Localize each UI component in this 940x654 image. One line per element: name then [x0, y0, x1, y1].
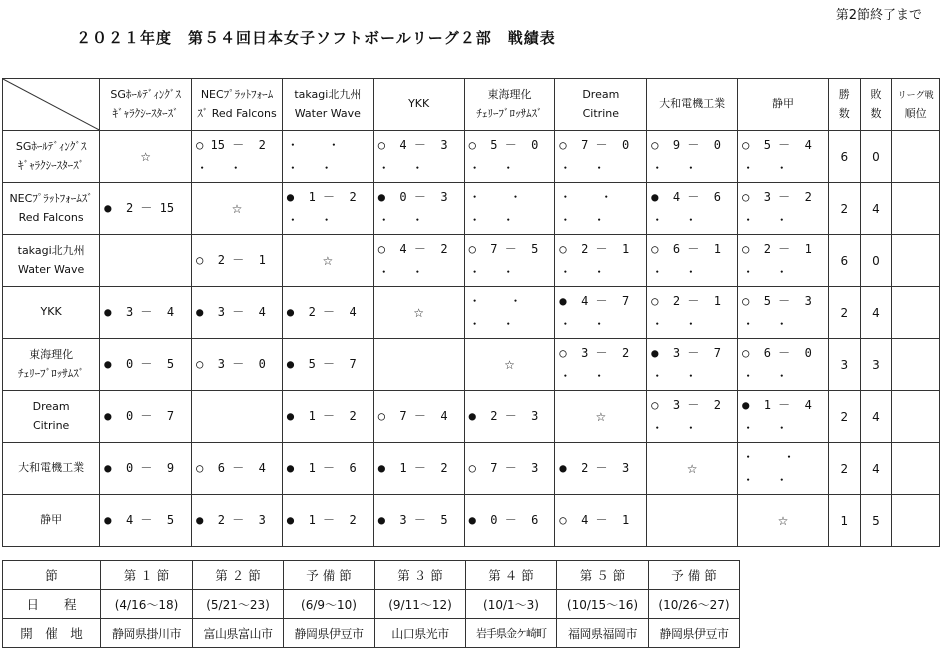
result-score: ○ 7 － 5 — [468, 241, 539, 256]
team-name-line: 大和電機工業 — [18, 461, 85, 475]
losses-count: 3 — [860, 339, 892, 391]
table-row — [3, 339, 940, 391]
result-pending: ・ ・ — [651, 264, 697, 279]
header-row — [3, 79, 940, 131]
team-column-header — [738, 79, 829, 131]
result-score: ○ 2 － 1 — [742, 241, 812, 256]
match-result — [647, 495, 738, 547]
team-header-line: 静甲 — [771, 97, 794, 111]
result-pending: ・ ・ — [742, 472, 788, 487]
league-rank — [892, 495, 940, 547]
match-result — [738, 391, 829, 443]
match-result — [192, 391, 283, 443]
rank-header-line: 順位 — [904, 106, 927, 120]
self-match-star: ☆ — [192, 183, 283, 235]
result-pending: ・ ・ — [468, 160, 515, 175]
result-score: ○ 6 － 4 — [196, 461, 266, 476]
losses-count: 4 — [860, 183, 892, 235]
result-score: ● 0 － 3 — [377, 189, 448, 204]
progress-note: 第2節終了まで — [835, 8, 922, 23]
result-score: ○ 6 － 0 — [742, 345, 812, 360]
match-result — [464, 131, 555, 183]
table-row — [3, 235, 940, 287]
section-date: (4/16～18) — [101, 590, 193, 619]
match-result — [555, 443, 647, 495]
result-score: ○ 7 － 3 — [468, 461, 539, 476]
team-column-header — [555, 79, 647, 131]
wins-count: 2 — [828, 443, 860, 495]
result-score: ○ 6 － 1 — [651, 241, 722, 256]
match-result — [555, 183, 647, 235]
result-pending: ・ ・ — [286, 160, 333, 175]
league-rank — [892, 287, 940, 339]
section-date: (6/9～10) — [284, 590, 375, 619]
row-team-name — [3, 495, 100, 547]
section-venue: 静岡県掛川市 — [101, 619, 193, 648]
match-result — [555, 235, 647, 287]
team-header-line: YKK — [408, 97, 430, 111]
schedule-sections-row — [3, 561, 740, 590]
result-pending: ・ ・ — [196, 160, 242, 175]
self-match-star: ☆ — [100, 131, 192, 183]
match-result — [373, 235, 464, 287]
team-name-line: YKK — [40, 305, 62, 319]
result-score: ● 1 － 4 — [742, 397, 812, 412]
wins-count: 2 — [828, 391, 860, 443]
wins-count: 3 — [828, 339, 860, 391]
match-result — [738, 287, 829, 339]
result-pending: ・ ・ — [559, 316, 606, 331]
match-result — [555, 131, 647, 183]
row-team-name — [3, 287, 100, 339]
match-result — [192, 339, 283, 391]
result-score: ○ 7 － 4 — [377, 409, 448, 424]
team-header-line: takagi北九州 — [294, 87, 362, 101]
section-venue: 静岡県伊豆市 — [649, 619, 740, 648]
match-result — [738, 131, 829, 183]
result-score: ○ 4 － 3 — [377, 137, 448, 152]
result-score: ○ 3 － 0 — [196, 357, 266, 372]
result-score: ● 2 － 15 — [104, 201, 175, 216]
row-team-name — [3, 183, 100, 235]
match-result — [373, 495, 464, 547]
result-score: ・ ・ — [286, 137, 340, 152]
table-row — [3, 131, 940, 183]
result-pending: ・ ・ — [468, 264, 515, 279]
match-result — [555, 495, 647, 547]
team-column-header — [647, 79, 738, 131]
match-result — [738, 443, 829, 495]
row-team-name — [3, 339, 100, 391]
result-score: ・ ・ — [742, 449, 795, 464]
schedule-dates-row — [3, 590, 740, 619]
wins-count: 6 — [828, 235, 860, 287]
self-match-star: ☆ — [464, 339, 555, 391]
losses-count: 0 — [860, 131, 892, 183]
match-result — [100, 495, 192, 547]
match-result — [738, 235, 829, 287]
match-result — [100, 183, 192, 235]
schedule-venues-row — [3, 619, 740, 648]
result-score: ・ ・ — [468, 293, 522, 308]
result-pending: ・ ・ — [742, 264, 788, 279]
team-header-line: NECﾌﾟﾗｯﾄﾌｫｰﾑ — [200, 87, 274, 101]
section-date: (10/1～3) — [466, 590, 557, 619]
match-result — [282, 183, 373, 235]
result-score: ・ ・ — [559, 189, 613, 204]
rank-header — [892, 79, 940, 131]
match-result — [555, 287, 647, 339]
match-result — [738, 183, 829, 235]
result-score: ● 5 － 7 — [286, 357, 357, 372]
match-result — [647, 391, 738, 443]
league-rank — [892, 131, 940, 183]
section-venue: 山口県光市 — [375, 619, 466, 648]
result-score: ● 1 － 2 — [286, 189, 357, 204]
match-result — [647, 339, 738, 391]
team-name-line: Red Falcons — [18, 210, 84, 224]
result-pending: ・ ・ — [286, 212, 333, 227]
losses-count: 4 — [860, 443, 892, 495]
team-name-line: Citrine — [32, 418, 70, 432]
team-header-line: ﾁｪﾘｰﾌﾞﾛｯｻﾑｽﾞ — [476, 106, 543, 120]
match-result — [738, 339, 829, 391]
team-name-line: 東海理化 — [29, 347, 74, 361]
result-score: ● 0 － 9 — [104, 461, 175, 476]
section-date: (5/21～23) — [193, 590, 284, 619]
losses-count: 4 — [860, 391, 892, 443]
team-name-line: takagi北九州 — [17, 243, 85, 257]
result-score: ● 3 － 5 — [377, 513, 448, 528]
result-score: ● 4 － 5 — [104, 513, 175, 528]
result-score: ● 2 － 3 — [468, 409, 539, 424]
result-score: ● 2 － 3 — [559, 461, 630, 476]
team-column-header — [282, 79, 373, 131]
result-score: ○ 9 － 0 — [651, 137, 722, 152]
match-result — [100, 339, 192, 391]
schedule-table — [2, 560, 740, 648]
losses-header-line: 数 — [870, 106, 882, 120]
row-team-name — [3, 391, 100, 443]
result-pending: ・ ・ — [742, 212, 788, 227]
match-result — [192, 235, 283, 287]
row-team-name — [3, 443, 100, 495]
match-result — [192, 131, 283, 183]
venue-label: 開 催 地 — [3, 619, 101, 648]
result-pending: ・ ・ — [651, 368, 697, 383]
team-header-line: Water Wave — [294, 106, 361, 120]
match-result — [464, 235, 555, 287]
result-score: ● 2 － 4 — [286, 305, 357, 320]
section-date: (9/11～12) — [375, 590, 466, 619]
result-score: ● 3 － 7 — [651, 345, 722, 360]
match-result — [373, 339, 464, 391]
team-header-line: SGﾎｰﾙﾃﾞｨﾝｸﾞｽ — [110, 87, 181, 101]
team-header-line: Citrine — [582, 106, 619, 120]
result-score: ○ 2 － 1 — [651, 293, 722, 308]
team-name-line: ｷﾞｬﾗｸｼｰｽﾀｰｽﾞ — [18, 158, 85, 172]
table-row — [3, 391, 940, 443]
match-result — [100, 443, 192, 495]
result-score: ○ 7 － 0 — [559, 137, 630, 152]
team-column-header — [100, 79, 192, 131]
result-score: ○ 5 － 3 — [742, 293, 812, 308]
result-score: ○ 15 － 2 — [196, 137, 266, 152]
self-match-star: ☆ — [282, 235, 373, 287]
row-team-name — [3, 131, 100, 183]
team-name-line: NECﾌﾟﾗｯﾄﾌｫｰﾑｽﾞ — [9, 191, 93, 205]
section-venue: 福岡県福岡市 — [557, 619, 649, 648]
team-header-line: 大和電機工業 — [659, 97, 726, 111]
match-result — [373, 391, 464, 443]
corner-cell — [3, 79, 100, 131]
result-score: ● 4 － 7 — [559, 293, 630, 308]
match-result — [464, 495, 555, 547]
section-venue: 富山県富山市 — [193, 619, 284, 648]
match-result — [192, 443, 283, 495]
result-pending: ・ ・ — [559, 368, 606, 383]
section-name: 第 ５ 節 — [557, 561, 649, 590]
match-result — [464, 183, 555, 235]
table-row — [3, 183, 940, 235]
match-result — [192, 495, 283, 547]
result-score: ● 4 － 6 — [651, 189, 722, 204]
match-result — [647, 287, 738, 339]
rank-header-line: リーグ戦 — [897, 90, 934, 101]
league-rank — [892, 391, 940, 443]
result-score: ○ 2 － 1 — [559, 241, 630, 256]
result-score: ○ 2 － 1 — [196, 253, 266, 268]
section-name: 第 ２ 節 — [193, 561, 284, 590]
result-pending: ・ ・ — [742, 368, 788, 383]
result-score: ○ 3 － 2 — [651, 397, 722, 412]
wins-count: 2 — [828, 183, 860, 235]
match-result — [647, 183, 738, 235]
match-result — [282, 391, 373, 443]
losses-count: 5 — [860, 495, 892, 547]
team-name-line: ﾁｪﾘｰﾌﾞﾛｯｻﾑｽﾞ — [18, 366, 85, 380]
result-pending: ・ ・ — [559, 264, 606, 279]
wins-header — [828, 79, 860, 131]
match-result — [100, 235, 192, 287]
match-result — [282, 495, 373, 547]
wins-count: 6 — [828, 131, 860, 183]
result-pending: ・ ・ — [468, 316, 515, 331]
section-date: (10/15～16) — [557, 590, 649, 619]
team-column-header — [192, 79, 283, 131]
losses-count: 0 — [860, 235, 892, 287]
diagonal-line — [3, 79, 99, 130]
match-result — [282, 131, 373, 183]
result-pending: ・ ・ — [651, 316, 697, 331]
result-pending: ・ ・ — [742, 160, 788, 175]
section-name: 第 ４ 節 — [466, 561, 557, 590]
team-header-line: ｷﾞｬﾗｸｼｰｽﾀｰｽﾞ — [112, 106, 179, 120]
team-column-header — [373, 79, 464, 131]
match-result — [100, 391, 192, 443]
result-score: ○ 5 － 4 — [742, 137, 812, 152]
result-score: ● 0 － 7 — [104, 409, 175, 424]
match-result — [192, 287, 283, 339]
page-title: ２０２１年度 第５４回日本女子ソフトボールリーグ２部 戦績表 — [76, 29, 556, 47]
team-name-line: Water Wave — [18, 262, 85, 276]
section-date: (10/26～27) — [649, 590, 740, 619]
section-label: 節 — [3, 561, 101, 590]
section-name: 第 １ 節 — [101, 561, 193, 590]
result-pending: ・ ・ — [651, 420, 697, 435]
league-rank — [892, 235, 940, 287]
losses-count: 4 — [860, 287, 892, 339]
losses-header — [860, 79, 892, 131]
league-rank — [892, 339, 940, 391]
match-result — [373, 183, 464, 235]
section-name: 予 備 節 — [284, 561, 375, 590]
team-header-line: Dream — [582, 87, 620, 101]
self-match-star: ☆ — [555, 391, 647, 443]
result-score: ● 0 － 6 — [468, 513, 539, 528]
match-result — [100, 287, 192, 339]
result-pending: ・ ・ — [377, 160, 424, 175]
result-score: ● 1 － 2 — [377, 461, 448, 476]
result-pending: ・ ・ — [559, 160, 606, 175]
wins-header-line: 勝 — [838, 87, 850, 101]
self-match-star: ☆ — [373, 287, 464, 339]
team-name-line: Dream — [32, 399, 70, 413]
match-result — [373, 443, 464, 495]
result-pending: ・ ・ — [377, 212, 424, 227]
section-name: 予 備 節 — [649, 561, 740, 590]
section-name: 第 ３ 節 — [375, 561, 466, 590]
match-result — [464, 443, 555, 495]
result-score: ● 2 － 3 — [196, 513, 266, 528]
team-column-header — [464, 79, 555, 131]
match-result — [555, 339, 647, 391]
match-result — [373, 131, 464, 183]
table-row — [3, 287, 940, 339]
result-score: ● 1 － 6 — [286, 461, 357, 476]
match-result — [282, 287, 373, 339]
result-score: ○ 3 － 2 — [559, 345, 630, 360]
table-row — [3, 443, 940, 495]
result-score: ● 1 － 2 — [286, 513, 357, 528]
team-header-line: ｽﾞ Red Falcons — [197, 106, 277, 120]
league-rank — [892, 183, 940, 235]
date-label: 日 程 — [3, 590, 101, 619]
wins-header-line: 数 — [838, 106, 850, 120]
result-score: ○ 5 － 0 — [468, 137, 539, 152]
self-match-star: ☆ — [738, 495, 829, 547]
result-score: ● 3 － 4 — [104, 305, 175, 320]
match-result — [647, 235, 738, 287]
result-score: ○ 4 － 2 — [377, 241, 448, 256]
result-pending: ・ ・ — [468, 212, 515, 227]
match-result — [647, 131, 738, 183]
match-result — [464, 391, 555, 443]
match-result — [464, 287, 555, 339]
result-pending: ・ ・ — [559, 212, 606, 227]
result-score: ● 1 － 2 — [286, 409, 357, 424]
row-team-name — [3, 235, 100, 287]
result-pending: ・ ・ — [651, 212, 697, 227]
table-row — [3, 495, 940, 547]
results-table — [2, 78, 940, 547]
section-venue: 静岡県伊豆市 — [284, 619, 375, 648]
result-pending: ・ ・ — [651, 160, 697, 175]
wins-count: 1 — [828, 495, 860, 547]
section-venue: 岩手県金ケ崎町 — [466, 619, 557, 648]
result-score: ○ 3 － 2 — [742, 189, 812, 204]
match-result — [282, 339, 373, 391]
team-header-line: 東海理化 — [487, 87, 532, 101]
self-match-star: ☆ — [647, 443, 738, 495]
league-rank — [892, 443, 940, 495]
result-score: ● 0 － 5 — [104, 357, 175, 372]
result-pending: ・ ・ — [742, 316, 788, 331]
result-pending: ・ ・ — [377, 264, 424, 279]
match-result — [282, 443, 373, 495]
result-score: ・ ・ — [468, 189, 522, 204]
losses-header-line: 敗 — [870, 87, 882, 101]
wins-count: 2 — [828, 287, 860, 339]
result-score: ● 3 － 4 — [196, 305, 266, 320]
team-name-line: SGﾎｰﾙﾃﾞｨﾝｸﾞｽ — [15, 139, 87, 153]
result-pending: ・ ・ — [742, 420, 788, 435]
result-score: ○ 4 － 1 — [559, 513, 630, 528]
team-name-line: 静甲 — [40, 513, 63, 527]
